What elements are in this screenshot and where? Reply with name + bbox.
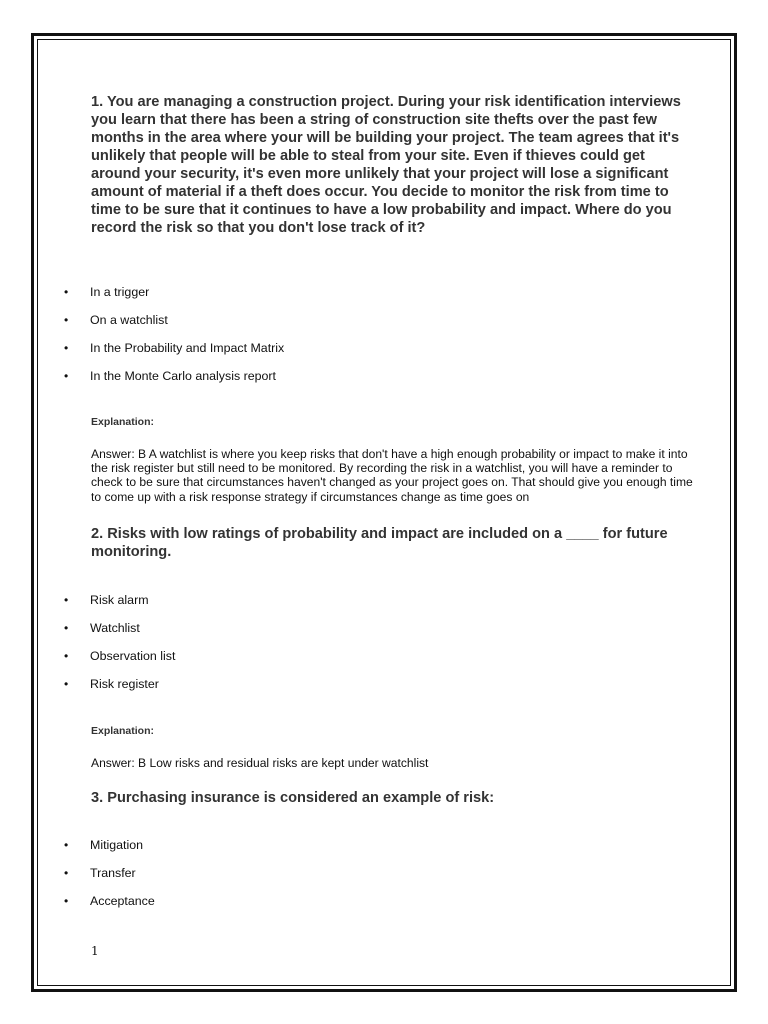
explanation-label: Explanation: [91, 725, 155, 737]
bullet-icon: • [64, 313, 69, 327]
question-3-options [0, 837, 768, 921]
option[interactable] [0, 340, 768, 368]
explanation-text: Answer: B Low risks and residual risks are kept under watchlist [91, 756, 429, 770]
explanation-text: Answer: B A watchlist is where you keep risks that don't have a high enough probability or impact to make it into the risk register but still need to be monitored. By recording the risk in a watchlist, you will have a reminder to check to be sure that circumstances haven't changed as your project goes on. That should give you enough time to come up with a risk response strategy if circumstances change as time goes on [91, 447, 693, 504]
bullet-icon: • [64, 621, 69, 635]
bullet-icon: • [64, 341, 69, 355]
question-3-text: 3. Purchasing insurance is considered an example of risk: [91, 790, 495, 806]
option[interactable] [0, 284, 768, 312]
bullet-icon: • [64, 285, 69, 299]
option[interactable] [0, 865, 768, 893]
page-number: 1 [91, 944, 99, 958]
option[interactable] [0, 676, 768, 704]
option[interactable] [0, 893, 768, 921]
bullet-icon: • [64, 677, 69, 691]
bullet-icon: • [64, 838, 69, 852]
option-label: Risk alarm [90, 593, 149, 607]
option-label: Acceptance [90, 894, 155, 908]
option[interactable] [0, 312, 768, 340]
option-label: Risk register [90, 677, 159, 691]
question-2-text: 2. Risks with low ratings of probability and impact are included on a ____ for future monitoring. [91, 526, 668, 560]
option[interactable] [0, 620, 768, 648]
bullet-icon: • [64, 593, 69, 607]
option-label: Transfer [90, 866, 136, 880]
option-label: On a watchlist [90, 313, 168, 327]
option[interactable] [0, 592, 768, 620]
option-label: In a trigger [90, 285, 150, 299]
option-label: In the Monte Carlo analysis report [90, 369, 276, 383]
question-1-options [0, 284, 768, 396]
option[interactable] [0, 368, 768, 396]
bullet-icon: • [64, 369, 69, 383]
option[interactable] [0, 648, 768, 676]
option-label: Observation list [90, 649, 176, 663]
explanation-label: Explanation: [91, 416, 155, 428]
option-label: Mitigation [90, 838, 144, 852]
bullet-icon: • [64, 894, 69, 908]
question-2-options [0, 592, 768, 704]
bullet-icon: • [64, 649, 69, 663]
option[interactable] [0, 837, 768, 865]
option-label: In the Probability and Impact Matrix [90, 341, 285, 355]
option-label: Watchlist [90, 621, 140, 635]
question-1-text: 1. You are managing a construction project. During your risk identification interviews you learn that there has been a string of construction site thefts over the past few months in the area where your will be building your project. The team agrees that it's unlikely that people will be able to steal from your site. Even if thieves could get around your security, it's even more unlikely that your project will lose a significant amount of material if a theft does occur. You decide to monitor the risk from time to time to be sure that it continues to have a low probability and impact. Where do you record the risk so that you don't lose track of it? [91, 94, 681, 236]
bullet-icon: • [64, 866, 69, 880]
